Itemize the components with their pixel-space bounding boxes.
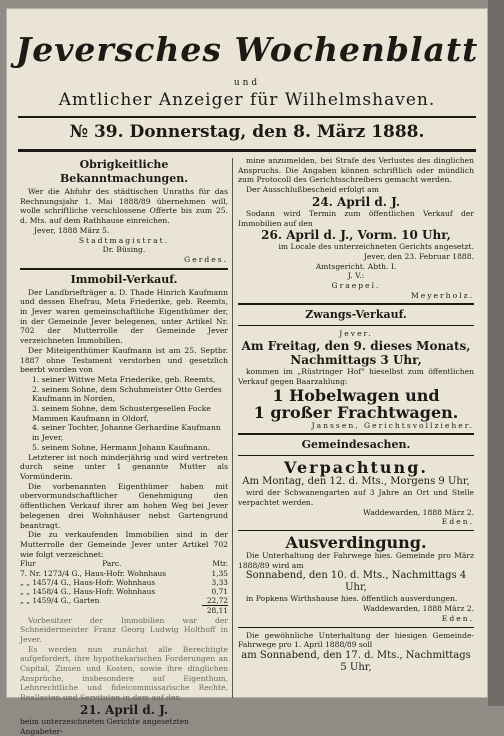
table-row xyxy=(20,569,228,578)
notice-signer: Dr. Büsing. xyxy=(102,245,146,255)
cont-text-3: Sodann wird Termin zum öffentlichen Verkauf der Immobilien auf den xyxy=(238,208,474,228)
sale-p6: Vorbesitzer der Immobilien war der Schneidermeister Franz Georg Ludwig Holthoff in Jever. xyxy=(20,615,228,644)
sale-p8: beim unterzeichneten Gerichte angesetzten Angabeter- xyxy=(20,716,190,736)
notice-authority: Stadtmagistrat. xyxy=(78,235,170,245)
court-jv: J. V.: xyxy=(347,271,365,281)
section-rule xyxy=(238,303,474,305)
judge-name: Graepel. xyxy=(331,281,381,291)
notice-name: Gerdes. xyxy=(184,254,228,264)
masthead-rule xyxy=(18,116,476,118)
heirs-list xyxy=(20,375,228,453)
lease-when: Am Montag, den 12. d. Mts., Morgens 9 Uhr, xyxy=(242,476,470,488)
heir-item: 1. seiner Wittwe Meta Friederike, geb. Reemts, xyxy=(32,374,216,384)
table-cell: „ „ 1459/4 G., Garten xyxy=(20,596,100,606)
newspaper-title: Jeversches Wochenblatt xyxy=(15,30,479,69)
lease-title: Verpachtung. xyxy=(284,458,428,478)
table-cell: „ „ 1458/4 G., Haus-Hofr. Wohnhaus xyxy=(20,586,156,596)
newspaper-page xyxy=(6,8,488,736)
table-row xyxy=(20,587,228,596)
heir-item: 4. seiner Tochter, Johanne Gerhardine Kaufmann in Jever, xyxy=(32,423,221,443)
masthead-und: und xyxy=(233,78,261,88)
forced-sale-item: 1 Hobelwagen und xyxy=(272,385,440,405)
section-rule xyxy=(238,627,474,628)
left-column xyxy=(20,156,228,736)
section-rule xyxy=(238,433,474,435)
bailiff-name: Janssen, Gerichtsvollzieher. xyxy=(311,420,474,430)
forced-sale-heading: Zwangs-Verkauf. xyxy=(305,308,407,322)
lease-place: Waddewarden, 1888 März 2. xyxy=(363,507,474,517)
sale-p4: Die vorbenannten Eigenthümer haben mit obervormundschaftlicher Genehmigung den öffentlichen Verkauf ihrer am hohen Weg bei Jever belegenen drei Wohnhäuser nebst Gartengrund beantragt. xyxy=(20,481,228,530)
table-cell: 1,35 xyxy=(211,568,228,578)
sale-p2: Der Miteigenthümer Kaufmann ist am 25. Septbr. 1887 ohne Testament verstorben und gesetzlich beerbt worden von xyxy=(20,345,228,375)
masthead xyxy=(6,8,488,151)
tender-signer: Eden. xyxy=(441,613,474,623)
sale-p3: Letzterer ist noch minderjährig und wird vertreten durch seine unter 1 genannte Mutter als Vormünderin. xyxy=(20,452,228,481)
tender-when: Sonnabend, den 10. d. Mts., Nachmittags 4 Uhr, xyxy=(245,570,467,594)
heir-item: 5. seinem Sohne, Hermann Johann Kaufmann. xyxy=(32,442,211,452)
clerk-name: Meyerholz. xyxy=(411,290,474,300)
tender-place: Waddewarden, 1888 März 2. xyxy=(363,604,474,614)
newspaper-subtitle: Amtlicher Anzeiger für Wilhelmshaven. xyxy=(58,90,436,110)
issue-line: № 39. Donnerstag, den 8. März 1888. xyxy=(69,122,425,142)
lease-text: wird der Schwanengarten auf 3 Jahre an Ort und Stelle verpachtet werden. xyxy=(238,488,474,507)
municipal-heading: Gemeindesachen. xyxy=(301,438,411,452)
sale-heading: Immobil-Verkauf. xyxy=(70,272,178,286)
lease-signer: Eden. xyxy=(441,517,474,527)
heir-item: 3. seinem Sohne, dem Schustergesellen Focke Mammen Kaufmann in Oldorf, xyxy=(32,404,211,423)
right-column xyxy=(238,156,474,674)
scan-edge xyxy=(488,0,504,706)
tender-text: Die Unterhaltung der Fahrwege hies. Gemeinde pro März 1888/89 wird am xyxy=(238,551,474,570)
section-rule xyxy=(238,455,474,456)
notice-place: Jever, 1888 März 5. xyxy=(34,225,110,235)
tender-text-2: in Popkens Wirthshause hies. öffentlich ausverdungen. xyxy=(246,594,458,604)
table-header-row xyxy=(20,559,228,568)
cont-place: Jever, den 23. Februar 1888. xyxy=(363,251,474,261)
cont-text: mine anzumelden, bei Strafe des Verlustes des dinglichen Anspruchs. Die Angaben können schriftlich oder mündlich zum Protocoll des Gerichtsschreibers gemacht werden. xyxy=(238,156,474,185)
cont-text-4: im Locale des unterzeichneten Gerichts angesetzt. xyxy=(278,242,474,252)
exclusion-date: 24. April d. J. xyxy=(311,194,401,209)
table-cell: 7. Nr. 1273/4 G., Haus-Hofr. Wohnhaus xyxy=(20,568,167,578)
tender-text-3: Die gewöhnliche Unterhaltung der hiesigen Gemeinde-Fahrwege pro 1. April 1888/89 soll xyxy=(238,630,474,650)
table-cell: 0,71 xyxy=(211,586,228,596)
column-divider xyxy=(232,158,233,698)
auction-date: 26. April d. J., Vorm. 10 Uhr, xyxy=(261,228,451,243)
sale-p1: Der Landbriefträger a. D. Thade Hinrich Kaufmann und dessen Ehefrau, Meta Friederike, geb. Reemts, in Jever waren gemeinschaftliche Eigenthümer der, in der Gemeinde Jever belegenen, unter Artikel Nr. 702 der Mutterrolle der Gemeinde Jever verzeichneten Immobilien. xyxy=(20,287,228,346)
forced-sale-place: Jever. xyxy=(339,329,373,339)
masthead-rule-bottom xyxy=(18,149,476,152)
section-rule xyxy=(20,268,228,270)
table-total-row xyxy=(20,606,228,616)
heir-item: 2. seinem Sohne, dem Schuhmeister Otto Gerdes Kaufmann in Norden, xyxy=(32,384,222,404)
court-name: Amtsgericht. Abth. I. xyxy=(315,261,397,271)
table-header: Parc. xyxy=(102,559,122,569)
tender-when-2: am Sonnabend, den 17. d. Mts., Nachmittags 5 Uhr, xyxy=(241,649,471,673)
sale-p5: Die zu verkaufenden Immobilien sind in der Mutterrolle der Gemeinde Jever unter Artikel 702 wie folgt verzeichnet: xyxy=(20,530,228,559)
section-rule xyxy=(238,325,474,326)
forced-sale-text: kommen im „Rüstringer Hof" hieselbst zum öffentlichen Verkauf gegen Baarzahlung: xyxy=(238,367,474,386)
table-cell: 3,33 xyxy=(211,577,228,587)
notice-heading: Obrigkeitliche Bekanntmachungen. xyxy=(59,158,189,185)
notice-text: Wer die Abfuhr des städtischen Unraths für das Rechnungsjahr 1. Mai 1888/89 übernehmen will, wolle schriftliche verschlossene Offerte bis zum 25. d. Mts. auf dem Rathhause einreichen. xyxy=(20,187,228,226)
cont-text-2: Der Ausschlußbescheid erfolgt am xyxy=(246,185,379,195)
parcel-table xyxy=(20,559,228,615)
table-cell: „ „ 1457/4 G., Haus-Hofr. Wohnhaus xyxy=(20,577,156,587)
tender-heading: Ausverdingung. xyxy=(285,533,427,553)
table-header: Mtr. xyxy=(212,559,228,569)
table-row xyxy=(20,596,228,606)
sale-date: 21. April d. J. xyxy=(79,702,169,717)
section-rule xyxy=(238,530,474,531)
forced-sale-item: 1 großer Frachtwagen. xyxy=(253,402,459,422)
forced-sale-when: Am Freitag, den 9. dieses Monats, Nachmittags 3 Uhr, xyxy=(241,339,471,368)
table-row xyxy=(20,578,228,587)
table-total: 28,11 xyxy=(206,606,228,616)
table-cell: 22,72 xyxy=(202,596,228,606)
table-header: Flur xyxy=(20,559,36,569)
sale-p7: Es werden nun zunächst alle Berechtigte aufgefordert, ihre hypothekarischen Forderungen an Capital, Zinsen und Kosten, sowie ihre dinglichen Ansprüche, insbesondere auf Eigenthum, Lehnrechtliche und fideicommissarische Rechte, Reallasten und Servituten in dem auf den xyxy=(20,644,228,703)
